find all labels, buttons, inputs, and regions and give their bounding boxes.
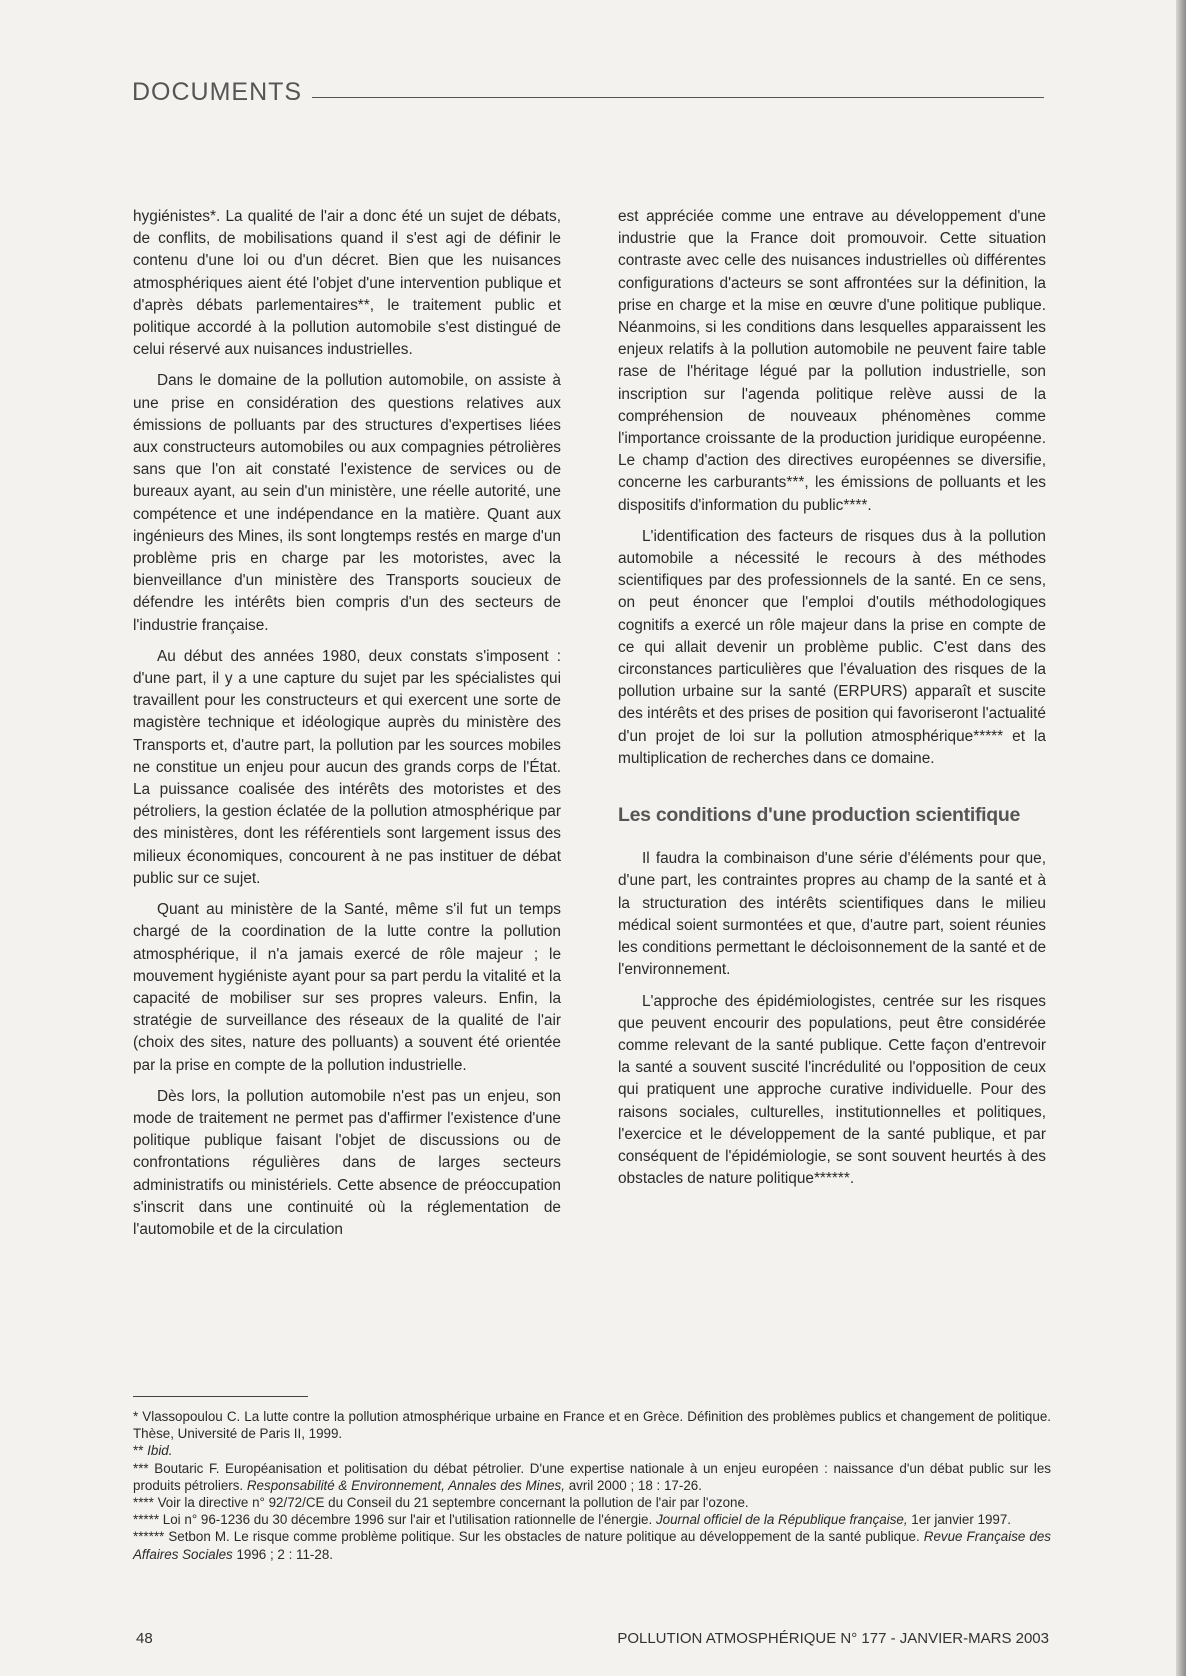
footnote-1: * Vlassopoulou C. La lutte contre la pollution atmosphérique urbaine en France et en Grèce. Définition des problèmes publics et changement de politique. Thèse, Université de Paris II, 1999. [133, 1409, 1051, 1442]
footnote-5-tail: 1er janvier 1997. [907, 1512, 1012, 1528]
journal-footer: POLLUTION ATMOSPHÉRIQUE N° 177 - JANVIER-MARS 2003 [617, 1630, 1049, 1647]
page-header [132, 78, 1044, 110]
footnote-4: **** Voir la directive n° 92/72/CE du Conseil du 21 septembre concernant la pollution de l'air par l'ozone. [133, 1495, 749, 1511]
footnote-3-tail: avril 2000 ; 18 : 17-26. [564, 1477, 702, 1493]
footnote-6-tail: 1996 ; 2 : 11-28. [232, 1546, 333, 1562]
paragraph: Dans le domaine de la pollution automobile, on assiste à une prise en considération des questions relatives aux émissions de polluants par des structures d'expertises liées aux constructeurs automobiles ou aux compagnies pétrolières sans que l'on ait constaté l'existence de services ou de bureaux ayant, au sein d'un ministère, une réelle autorité, une compétence et une indépendance en la matière. Quant aux ingénieurs des Mines, ils sont longtemps restés en marge d'un problème pris en charge par les motoristes, avec la bienveillance d'un ministère des Transports soucieux de défendre les intérêts bien compris d'un des secteurs de l'industrie française. [133, 372, 561, 634]
footnote-6-text: ****** Setbon M. Le risque comme problème politique. Sur les obstacles de nature politique au développement de la santé publique. [133, 1529, 924, 1545]
paragraph: L'approche des épidémiologistes, centrée sur les risques que peuvent encourir des populations, peut être considérée comme relevant de la santé publique. Cette façon d'entrevoir la santé a souvent suscité l'incrédulité ou l'opposition de ceux qui pratiquent une approche curative individuelle. Pour des raisons sociales, culturelles, institutionnelles et politiques, l'exercice et le développement de la santé publique, et par conséquent de l'épidémiologie, se sont souvent heurtés à des obstacles de nature politique******. [618, 992, 1046, 1188]
footnote-6-journal: Revue Française des Affaires Sociales [133, 1529, 1052, 1562]
page-edge-shadow [1176, 0, 1186, 1676]
footnote-5-journal: Journal officiel de la République française, [655, 1512, 908, 1528]
footnote-rule [133, 1396, 308, 1397]
footnotes [133, 1408, 1051, 1563]
section-heading: Les conditions d'une production scientifique [618, 804, 1021, 827]
footnote-5-text: ***** Loi n° 96-1236 du 30 décembre 1996 sur l'air et l'utilisation rationnelle de l'énergie. [133, 1512, 656, 1528]
footnote-2 [133, 1442, 1051, 1459]
paragraph: est appréciée comme une entrave au développement d'une industrie que la France doit promouvoir. Cette situation contraste avec celle des nuisances industrielles où différentes configurations d'acteurs se sont affrontées sur la définition, la prise en charge et la mise en œuvre d'une politique publique. Néanmoins, si les conditions dans lesquelles apparaissent les enjeux relatifs à la pollution automobile ne peuvent faire table rase de l'héritage légué par la pollution industrielle, son inscription sur l'agenda politique relève aussi de la compréhension de nouveaux phénomènes comme l'importance croissante de la production juridique européenne. Le champ d'action des directives européennes se diversifie, concerne les carburants***, les émissions de polluants et les dispositifs d'information du public****. [618, 208, 1046, 514]
footnote-3 [133, 1460, 1051, 1494]
page-number: 48 [136, 1630, 153, 1647]
footnote-3-journal: Responsabilité & Environnement, Annales des Mines, [246, 1477, 565, 1493]
paragraph: hygiénistes*. La qualité de l'air a donc été un sujet de débats, de conflits, de mobilisations quand il s'est agi de définir le contenu d'une loi ou d'un décret. Bien que les nuisances atmosphériques aient été l'objet d'une intervention publique et d'après débats parlementaires**, le traitement public et politique accordé à la pollution automobile s'est distingué de celui réservé aux nuisances industrielles. [133, 208, 561, 359]
right-column [618, 206, 1046, 1190]
left-column [133, 206, 561, 1241]
paragraph: Au début des années 1980, deux constats s'imposent : d'une part, il y a une capture du sujet par les spécialistes qui travaillent pour les constructeurs et qui exercent une sorte de magistère technique et idéologique auprès du ministère des Transports et, d'autre part, la pollution par les sources mobiles ne constitue un enjeu pour aucun des grands corps de l'État. La puissance coalisée des intérêts des motoristes et des pétroliers, la gestion éclatée de la pollution atmosphérique par des ministères, dont les référentiels sont largement issus des milieux économiques, concourent à ne pas instituer de débat public sur ce sujet. [133, 647, 561, 887]
paragraph: Dès lors, la pollution automobile n'est pas un enjeu, son mode de traitement ne permet pas d'affirmer l'existence d'une politique publique faisant l'objet de discussions ou de confrontations régulières dans de larges secteurs administratifs ou ministériels. Cette absence de préoccupation s'inscrit dans une continuité où la réglementation de l'automobile et de la circulation [133, 1087, 561, 1238]
footnote-6 [133, 1528, 1051, 1562]
paragraph: L'identification des facteurs de risques dus à la pollution automobile a nécessité le recours à des méthodes scientifiques par des professionnels de la santé. En ce sens, on peut énoncer que l'emploi d'outils méthodologiques cognitifs a exercé un rôle majeur dans la prise en compte de ce qui allait devenir un problème public. C'est dans des circonstances particulières que l'évaluation des risques de la pollution urbaine sur la santé (ERPURS) apparaît et suscite des intérêts et des prises de position qui favoriseront l'actualité d'un projet de loi sur la pollution atmosphérique***** et la multiplication de recherches dans ce domaine. [618, 527, 1046, 767]
paragraph: Quant au ministère de la Santé, même s'il fut un temps chargé de la coordination de la lutte contre la pollution atmosphérique, il n'a jamais exercé de rôle majeur ; le mouvement hygiéniste ayant pour sa part perdu la vitalité et la capacité de mobiliser sur ses propres valeurs. Enfin, la stratégie de surveillance des réseaux de la qualité de l'air (choix des sites, nature des polluants) a souvent été orientée par la prise en compte de la pollution industrielle. [133, 901, 561, 1074]
footnote-2-marker: ** [133, 1443, 148, 1459]
footnote-5 [133, 1511, 1051, 1528]
header-rule [312, 97, 1044, 98]
section-title: DOCUMENTS [132, 78, 303, 106]
footnote-3-text: *** Boutaric F. Européanisation et politisation du débat pétrolier. D'une expertise nationale à un enjeu européen : naissance d'un débat public sur les produits pétroliers. [133, 1460, 1051, 1493]
paragraph: Il faudra la combinaison d'une série d'éléments pour que, d'une part, les contraintes propres au champ de la santé et à la structuration des intérêts scientifiques dans le milieu médical soient surmontées et que, d'autre part, soient réunies les conditions permettant le décloisonnement de la santé et de l'environnement. [618, 850, 1046, 979]
footnote-2-ibid: Ibid. [147, 1443, 173, 1459]
